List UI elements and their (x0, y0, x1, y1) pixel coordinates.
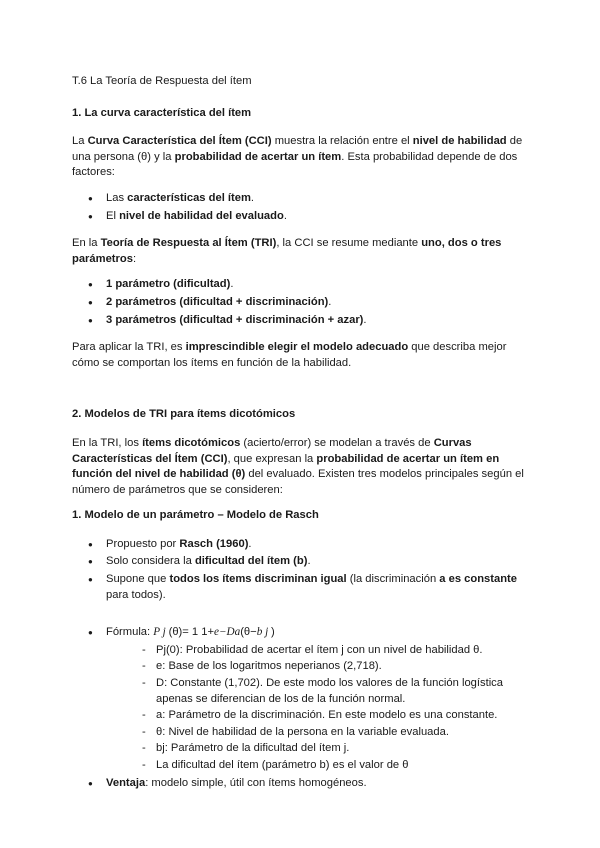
bold-run: 1 parámetro (dificultad) (106, 278, 231, 291)
rasch-list (72, 537, 527, 603)
text-run: (acierto/error) se modelan a través de (240, 436, 434, 449)
bold-run: nivel de habilidad (412, 135, 507, 148)
bold-run: Curvas Características del Ítem (CCI) (72, 436, 472, 465)
text-run: . (283, 209, 287, 222)
text-run: . (363, 313, 367, 326)
bold-run: 3 parámetros (dificultad + discriminación + azar) (106, 313, 364, 326)
definition-item: - θ: Nivel de habilidad de la persona en la variable evaluada. (106, 725, 527, 741)
definition-item: - e: Base de los logaritmos neperianos (2,718). (106, 659, 527, 675)
text-run: Las (106, 191, 128, 204)
bold-run: Ventaja (106, 776, 146, 789)
text-run: Propuesto por (106, 537, 180, 550)
text-run: , la CCI se resume mediante (276, 237, 422, 250)
bold-run: todos los ítems discriminan igual (169, 573, 347, 586)
bold-run: ítems dicotómicos (142, 436, 241, 449)
document-title: T.6 La Teoría de Respuesta del ítem (72, 75, 252, 87)
list-item (72, 572, 527, 603)
definition-item: - a: Parámetro de la discriminación. En este modelo es una constante. (106, 708, 527, 724)
document-page (72, 74, 527, 803)
bold-run: Curva Característica del Ítem (CCI) (87, 135, 272, 148)
list-item (72, 295, 527, 311)
text-run: . (307, 555, 311, 568)
formula-bj: b j (256, 626, 271, 639)
bold-run: uno, dos o tres parámetros (72, 237, 502, 265)
text-run: Supone que (106, 573, 170, 586)
text-run: de una persona (θ) y la (72, 135, 523, 163)
section-1-paragraph-3 (72, 340, 527, 371)
definition-item: - D: Constante (1,702). De este modo los valores de la función logística apenas se diferencian de los de la función normal. (106, 676, 527, 707)
bold-run: a es constante (439, 573, 518, 586)
section-1-heading: 1. La curva característica del ítem (72, 106, 252, 119)
text-run: . (230, 278, 234, 291)
formula-label: Fórmula: (106, 626, 154, 639)
bold-run: características del ítem (127, 191, 251, 204)
text-run: : modelo simple, útil con ítems homogéneos. (145, 776, 367, 789)
formula-close: ) (270, 626, 275, 639)
text-run: . Esta probabilidad depende de dos factores: (72, 150, 518, 179)
bold-run: dificultad del ítem (b) (194, 555, 308, 568)
formula-item (72, 625, 527, 773)
formula-exp: e−Da (214, 626, 241, 639)
definition-item: - Pj(0): Probabilidad de acertar el ítem j con un nivel de habilidad θ. (106, 643, 527, 659)
text-run: . (328, 295, 332, 308)
text-run: Solo considera la (106, 555, 195, 568)
text-run: En la TRI, los (72, 436, 143, 449)
text-run: muestra la relación entre el (271, 135, 413, 148)
list-item (72, 537, 527, 553)
text-run: . (248, 537, 252, 550)
bold-run: Rasch (1960) (179, 537, 249, 550)
formula-definitions (106, 643, 527, 774)
text-run: : (132, 252, 137, 265)
list-item (72, 554, 527, 570)
text-run: (la discriminación (346, 573, 440, 586)
list-item (72, 191, 527, 207)
advantage-item (72, 776, 527, 792)
factors-list (72, 191, 527, 224)
bold-run: imprescindible elegir el modelo adecuado (185, 341, 409, 354)
bold-run: Teoría de Respuesta al Ítem (TRI) (100, 237, 277, 250)
formula-mid: (θ)= 1 1+ (168, 626, 214, 639)
list-item (72, 313, 527, 329)
rasch-model-heading: 1. Modelo de un parámetro – Modelo de Rasch (72, 509, 319, 522)
list-item (72, 209, 527, 225)
formula-list (72, 625, 527, 791)
section-2-heading: 2. Modelos de TRI para ítems dicotómicos (72, 408, 296, 421)
text-run: En la (72, 237, 101, 250)
text-run: Para aplicar la TRI, es (72, 341, 186, 354)
bold-run: 2 parámetros (dificultad + discriminación) (106, 295, 329, 308)
text-run: . (250, 191, 255, 204)
bold-run: probabilidad de acertar un ítem en función del nivel de habilidad (θ) (72, 452, 500, 481)
section-2-paragraph-1 (72, 436, 527, 498)
list-item (72, 277, 527, 293)
definition-item: - bj: Parámetro de la dificultad del ítem j. (106, 741, 527, 757)
text-run: del evaluado. Existen tres modelos principales según el número de parámetros que se consideren: (72, 468, 524, 496)
text-run: que describa mejor cómo se comportan los ítems en función de la habilidad. (72, 341, 507, 369)
formula-pj: P j (153, 626, 169, 639)
text-run: El (106, 209, 120, 222)
definition-item: - La dificultad del ítem (parámetro b) es el valor de θ (106, 758, 527, 774)
text-run: para todos). (106, 588, 166, 601)
section-1-paragraph-2 (72, 236, 527, 267)
formula-theta: (θ− (240, 626, 257, 639)
text-run: , que expresan la (227, 452, 317, 465)
section-1-paragraph-1 (72, 134, 527, 181)
bold-run: nivel de habilidad del evaluado (119, 209, 284, 222)
bold-run: probabilidad de acertar un ítem (174, 150, 342, 163)
text-run: La (72, 135, 88, 148)
parameters-list (72, 277, 527, 328)
